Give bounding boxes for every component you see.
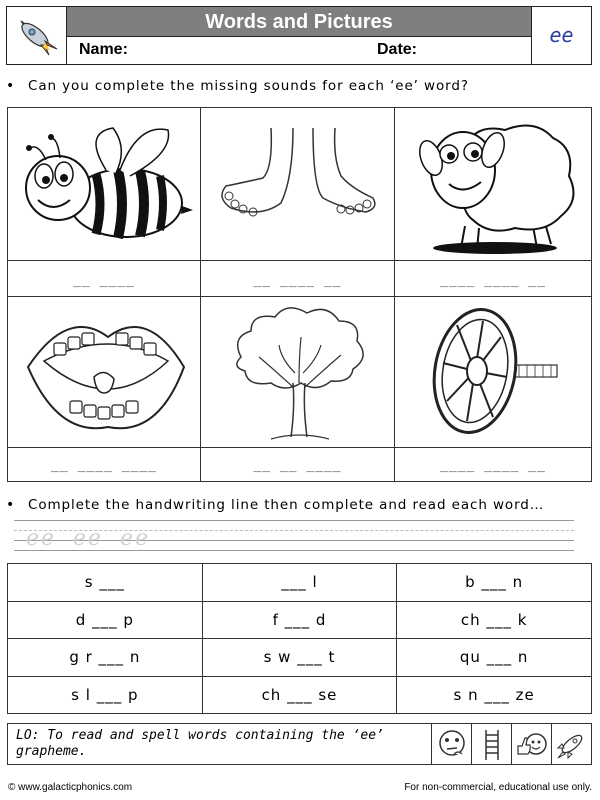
- blanks-cell: [395, 261, 591, 297]
- bullet: •: [6, 497, 16, 513]
- table-row: [8, 639, 592, 677]
- picture-cell-bee: [8, 108, 201, 261]
- blanks-sheep: ____ ____ __: [440, 273, 546, 288]
- blanks-cell: [395, 448, 591, 481]
- table-row: [8, 564, 592, 602]
- instruction-text: Complete the handwriting line then complete and read each word…: [28, 497, 545, 513]
- footer-notice: For non-commercial, educational use only.: [404, 782, 592, 793]
- name-date-row: [67, 37, 531, 64]
- blanks-cell: [201, 448, 395, 481]
- blanks-teeth: __ ____ ____: [51, 458, 157, 473]
- word-cell[interactable]: ch ___ se: [202, 676, 397, 714]
- word-cell[interactable]: s w ___ t: [202, 639, 397, 677]
- date-label: Date:: [377, 41, 418, 58]
- tree-icon: [201, 297, 395, 448]
- word-cell[interactable]: s l ___ p: [8, 676, 203, 714]
- word-table: [7, 563, 592, 714]
- handwriting-lines[interactable]: [14, 520, 574, 554]
- picture-cell-sheep: [395, 108, 591, 261]
- grapheme-label: ee: [531, 7, 591, 64]
- blanks-wheel: ____ ____ __: [440, 458, 546, 473]
- word-cell[interactable]: ___ l: [202, 564, 397, 602]
- blanks-cell: [8, 448, 201, 481]
- handwriting-top-line: [14, 520, 574, 521]
- blanks-tree: __ __ ____: [253, 458, 342, 473]
- instruction-text: Can you complete the missing sounds for each ‘ee’ word?: [28, 78, 469, 94]
- worksheet-header: [6, 6, 592, 65]
- picture-cell-tree: [201, 297, 395, 448]
- name-label: Name:: [79, 41, 128, 58]
- word-cell[interactable]: ch ___ k: [397, 601, 592, 639]
- bullet: •: [6, 78, 16, 94]
- picture-cell-wheel: [395, 297, 591, 448]
- instruction-missing-sounds: [6, 78, 469, 94]
- wheel-icon: [395, 297, 591, 448]
- teeth-icon: [8, 297, 201, 448]
- ladder-icon[interactable]: [471, 724, 511, 764]
- word-cell[interactable]: g r ___ n: [8, 639, 203, 677]
- picture-grid: [7, 107, 592, 482]
- word-cell[interactable]: d ___ p: [8, 601, 203, 639]
- word-cell[interactable]: s ___: [8, 564, 203, 602]
- word-cell[interactable]: f ___ d: [202, 601, 397, 639]
- worksheet-title: Words and Pictures: [67, 7, 531, 37]
- footer-website: © www.galacticphonics.com: [8, 782, 133, 793]
- word-cell[interactable]: s n ___ ze: [397, 676, 592, 714]
- blanks-feet: __ ____ __: [253, 273, 342, 288]
- word-cell[interactable]: b ___ n: [397, 564, 592, 602]
- table-row: [8, 676, 592, 714]
- blanks-cell: [201, 261, 395, 297]
- thinking-face-icon[interactable]: [431, 724, 471, 764]
- rocket-icon: [7, 7, 67, 64]
- instruction-handwriting: [6, 497, 544, 513]
- rocket-logo-box: [7, 7, 67, 64]
- blanks-cell: [8, 261, 201, 297]
- picture-cell-feet: [201, 108, 395, 261]
- bee-icon: [8, 108, 201, 261]
- thumbs-up-icon[interactable]: [511, 724, 551, 764]
- sheep-icon: [395, 108, 591, 261]
- picture-cell-teeth: [8, 297, 201, 448]
- learning-objective-text: LO: To read and spell words containing the ‘ee’ grapheme.: [16, 728, 384, 759]
- feet-icon: [201, 108, 395, 261]
- learning-objective-box: [7, 723, 592, 765]
- rocket-icon[interactable]: [551, 724, 591, 764]
- handwriting-trace-text: ee ee ee: [26, 526, 151, 551]
- table-row: [8, 601, 592, 639]
- blanks-bee: __ ____: [73, 273, 135, 288]
- word-cell[interactable]: qu ___ n: [397, 639, 592, 677]
